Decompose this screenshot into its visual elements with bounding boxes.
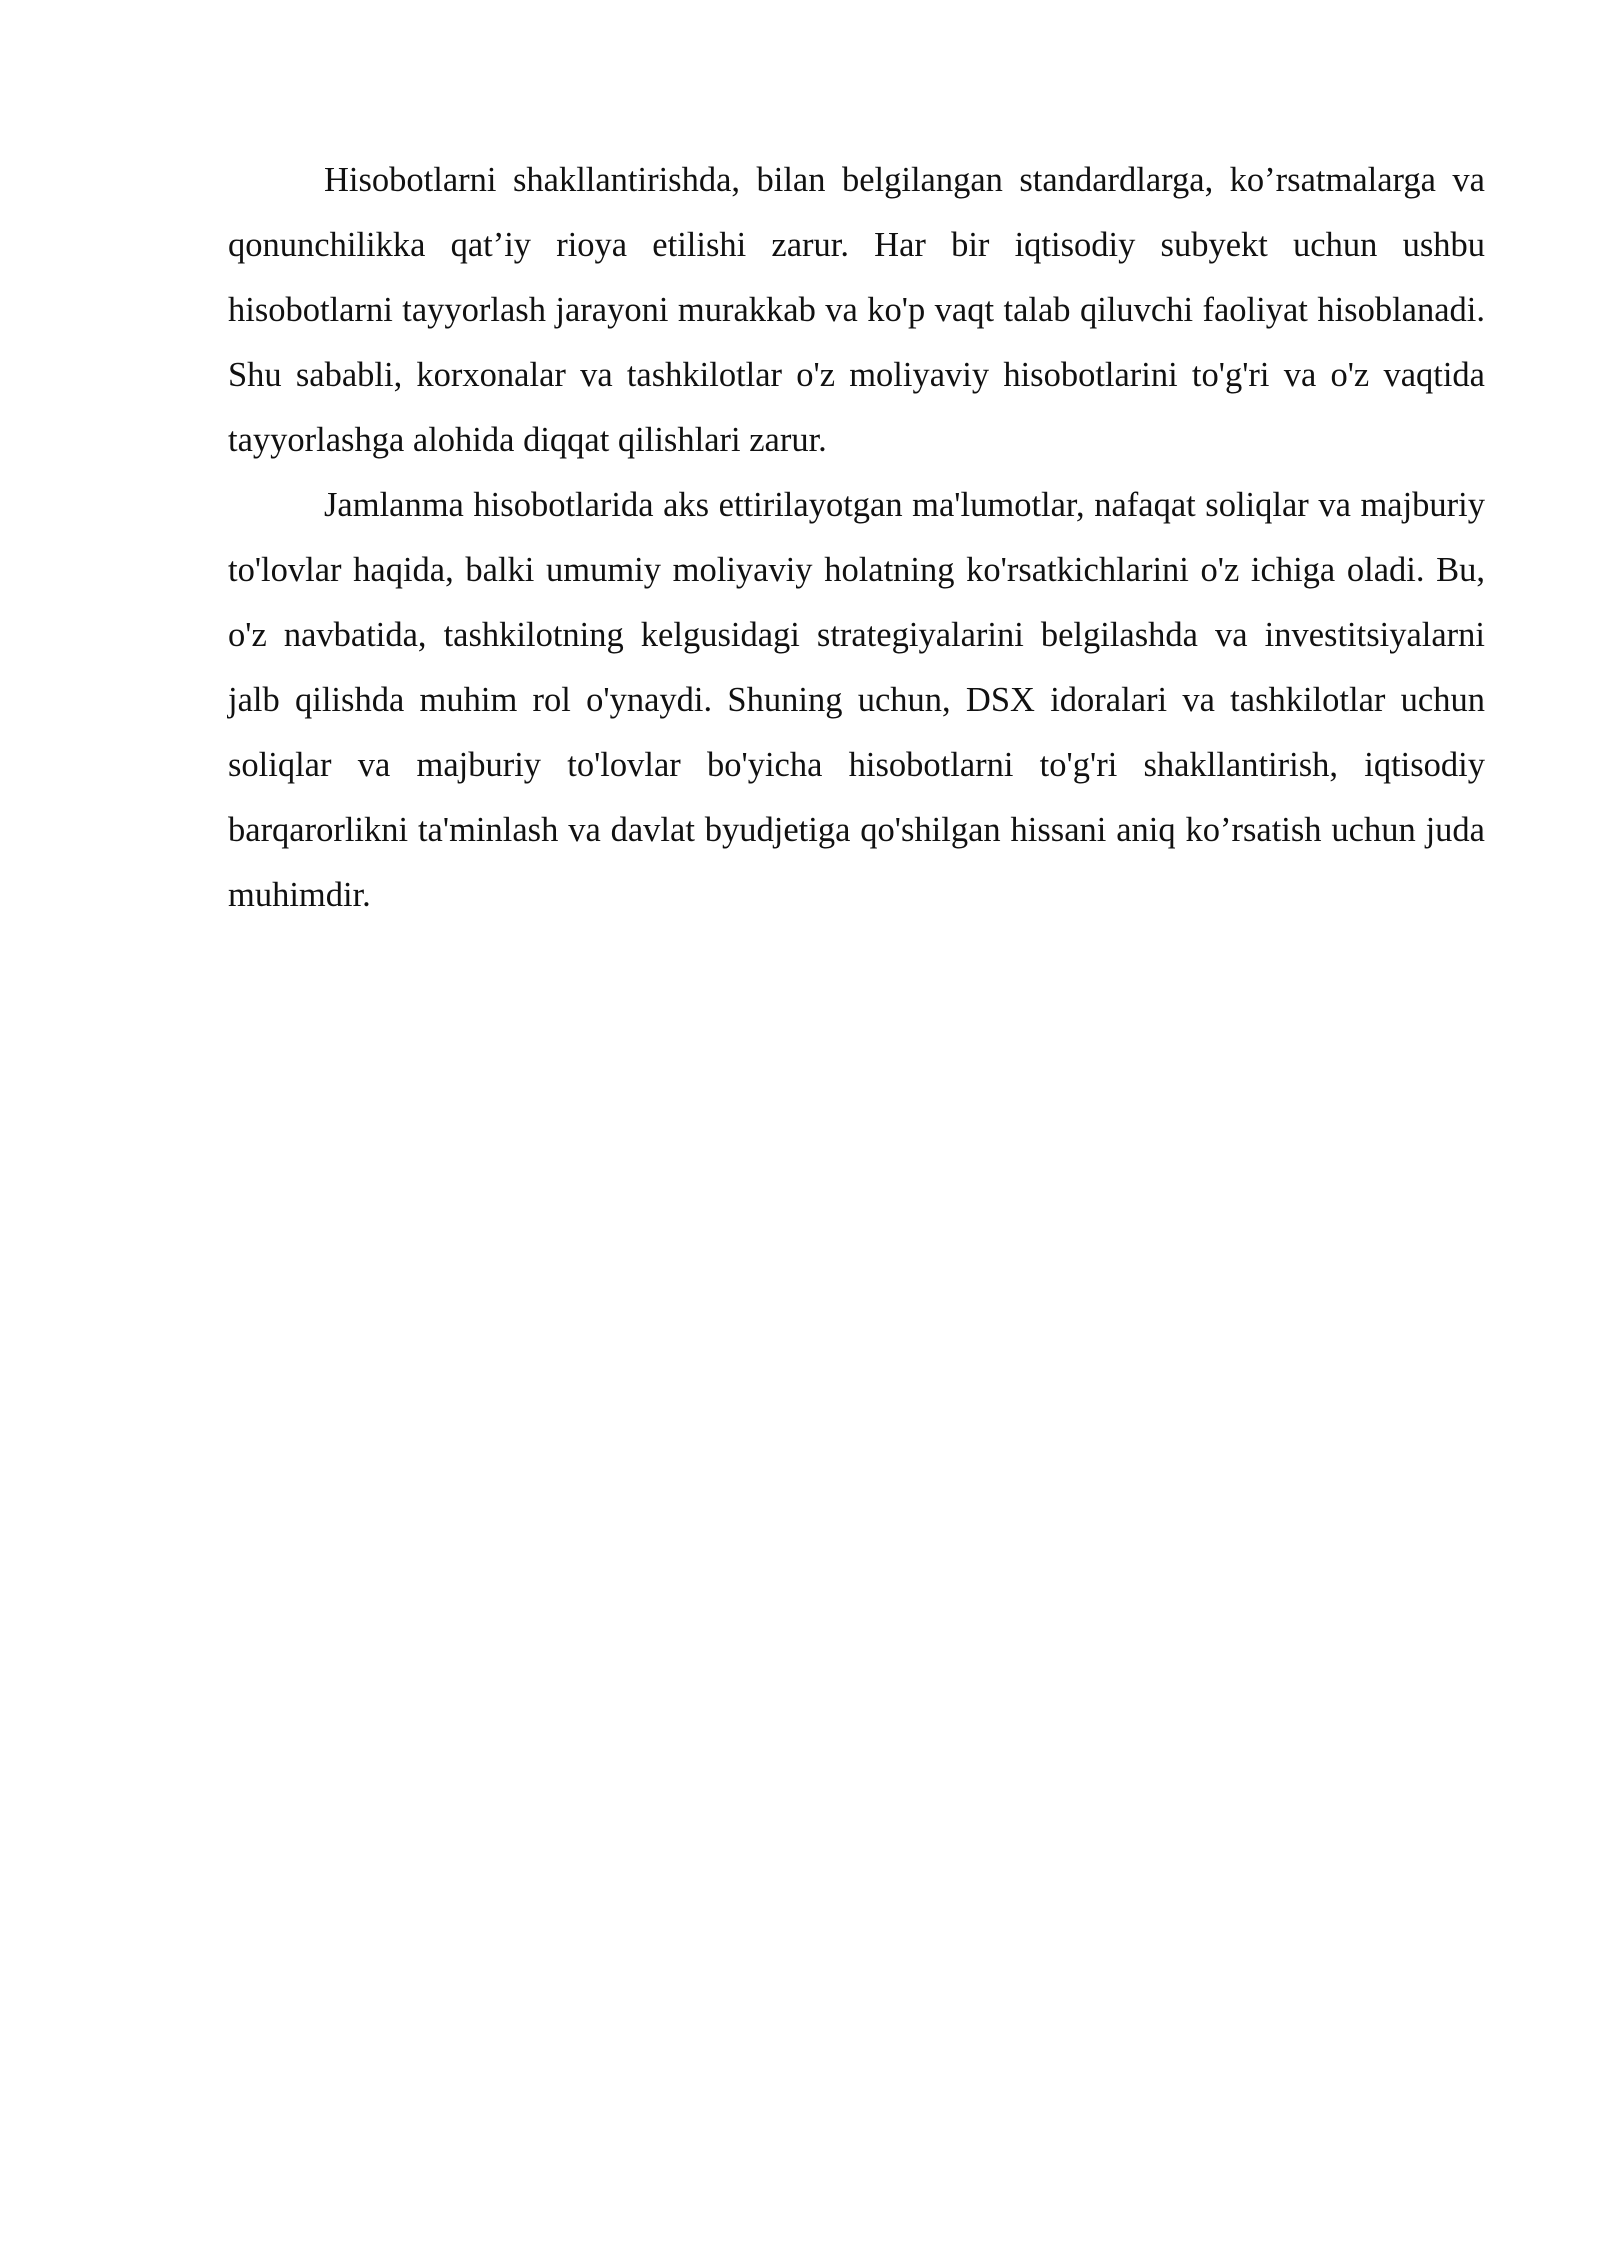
- document-body: [228, 148, 1485, 928]
- paragraph-2: Jamlanma hisobotlarida aks ettirilayotgan ma'lumotlar, nafaqat soliqlar va majburiy to'lovlar haqida, balki umumiy moliyaviy holatning ko'rsatkichlarini o'z ichiga oladi. Bu, o'z navbatida, tashkilotning kelgusidagi strategiyalarini belgilashda va investitsiyalarni jalb qilishda muhim rol o'ynaydi. Shuning uchun, DSX idoralari va tashkilotlar uchun soliqlar va majburiy to'lovlar bo'yicha hisobotlarni to'g'ri shakllantirish, iqtisodiy barqarorlikni ta'minlash va davlat byudjetiga qo'shilgan hissani aniq ko’rsatish uchun juda muhimdir.: [228, 486, 1485, 914]
- paragraph-1: Hisobotlarni shakllantirishda, bilan belgilangan standardlarga, ko’rsatmalarga va qonunchilikka qat’iy rioya etilishi zarur. Har bir iqtisodiy subyekt uchun ushbu hisobotlarni tayyorlash jarayoni murakkab va ko'p vaqt talab qiluvchi faoliyat hisoblanadi. Shu sababli, korxonalar va tashkilotlar o'z moliyaviy hisobotlarini to'g'ri va o'z vaqtida tayyorlashga alohida diqqat qilishlari zarur.: [228, 161, 1485, 459]
